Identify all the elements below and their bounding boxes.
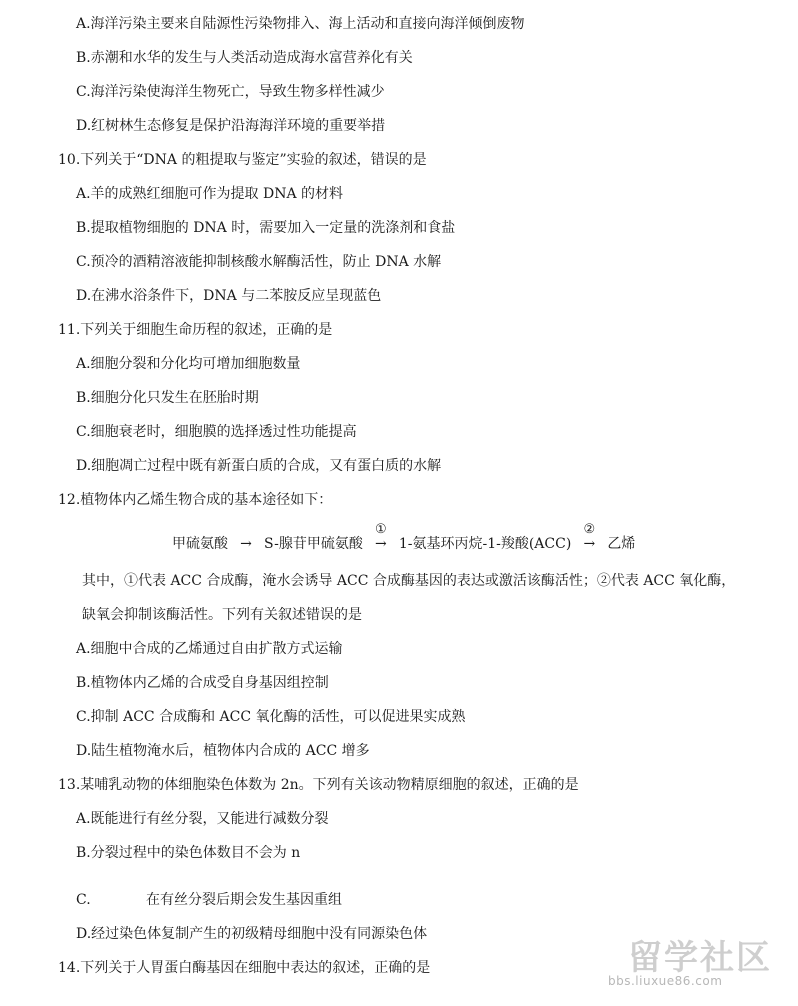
pathway-step-ethylene: 乙烯 — [607, 536, 636, 552]
q13-option-c-text: 在有丝分裂后期会发生基因重组 — [146, 892, 342, 908]
q10-option-c: C.预冷的酒精溶液能抑制核酸水解酶活性，防止 DNA 水解 — [76, 254, 442, 270]
pathway-arrow-2: ② → — [573, 535, 605, 553]
q13-stem: 13.某哺乳动物的体细胞染色体数为 2n。下列有关该动物精原细胞的叙述，正确的是 — [58, 777, 579, 793]
watermark-brand: 留学社区 — [628, 938, 772, 978]
pathway-arrow-0: → — [240, 536, 252, 552]
pathway-enzyme-2-label: ② — [583, 522, 596, 537]
q12-option-c: C.抑制 ACC 合成酶和 ACC 氧化酶的活性，可以促进果实成熟 — [76, 709, 466, 725]
q9-option-c: C.海洋污染使海洋生物死亡，导致生物多样性减少 — [76, 84, 385, 100]
q12-note-line-2: 缺氧会抑制该酶活性。下列有关叙述错误的是 — [82, 607, 362, 623]
q13-option-b: B.分裂过程中的染色体数目不会为 n — [76, 845, 301, 861]
q11-option-a: A.细胞分裂和分化均可增加细胞数量 — [76, 356, 301, 372]
q12-stem: 12.植物体内乙烯生物合成的基本途径如下： — [58, 492, 333, 508]
watermark-logo — [608, 930, 788, 1000]
q10-option-a: A.羊的成熟红细胞可作为提取 DNA 的材料 — [76, 186, 344, 202]
q14-stem: 14.下列关于人胃蛋白酶基因在细胞中表达的叙述，正确的是 — [58, 960, 431, 976]
q12-option-b: B.植物体内乙烯的合成受自身基因组控制 — [76, 675, 329, 691]
pathway-enzyme-1-label: ① — [375, 522, 387, 537]
watermark-url: bbs.liuxue86.com — [608, 974, 723, 988]
q10-option-d: D.在沸水浴条件下，DNA 与二苯胺反应呈现蓝色 — [76, 288, 382, 304]
q10-option-b: B.提取植物细胞的 DNA 时，需要加入一定量的洗涤剂和食盐 — [76, 220, 456, 236]
pathway-arrow-1: ① → — [365, 535, 397, 553]
q12-option-d: D.陆生植物淹水后，植物体内合成的 ACC 增多 — [76, 743, 370, 759]
q11-option-c: C.细胞衰老时，细胞膜的选择透过性功能提高 — [76, 424, 357, 440]
q13-option-a: A.既能进行有丝分裂，又能进行减数分裂 — [76, 811, 329, 827]
pathway-step-acc: 1-氨基环丙烷-1-羧酸(ACC) — [398, 536, 572, 552]
q11-stem: 11.下列关于细胞生命历程的叙述，正确的是 — [58, 322, 333, 338]
q9-option-a: A.海洋污染主要来自陆源性污染物排入、海上活动和直接向海洋倾倒废物 — [76, 16, 525, 32]
q12-option-a: A.细胞中合成的乙烯通过自由扩散方式运输 — [76, 641, 343, 657]
q12-note-line-1: 其中，①代表 ACC 合成酶，淹水会诱导 ACC 合成酶基因的表达或激活该酶活性；②代表 ACC 氧化酶， — [82, 573, 736, 589]
q11-option-b: B.细胞分化只发生在胚胎时期 — [76, 390, 259, 406]
q11-option-d: D.细胞凋亡过程中既有新蛋白质的合成，又有蛋白质的水解 — [76, 458, 442, 474]
q10-stem: 10.下列关于“DNA 的粗提取与鉴定”实验的叙述，错误的是 — [58, 152, 427, 168]
q9-option-b: B.赤潮和水华的发生与人类活动造成海水富营养化有关 — [76, 50, 413, 66]
ethylene-pathway — [172, 522, 636, 553]
q9-option-d: D.红树林生态修复是保护沿海海洋环境的重要举措 — [76, 118, 386, 134]
pathway-step-methionine: 甲硫氨酸 — [172, 536, 228, 552]
q13-option-c-letter: C. — [76, 892, 91, 908]
pathway-step-sam: S-腺苷甲硫氨酸 — [264, 536, 363, 552]
q13-option-d: D.经过染色体复制产生的初级精母细胞中没有同源染色体 — [76, 926, 428, 942]
